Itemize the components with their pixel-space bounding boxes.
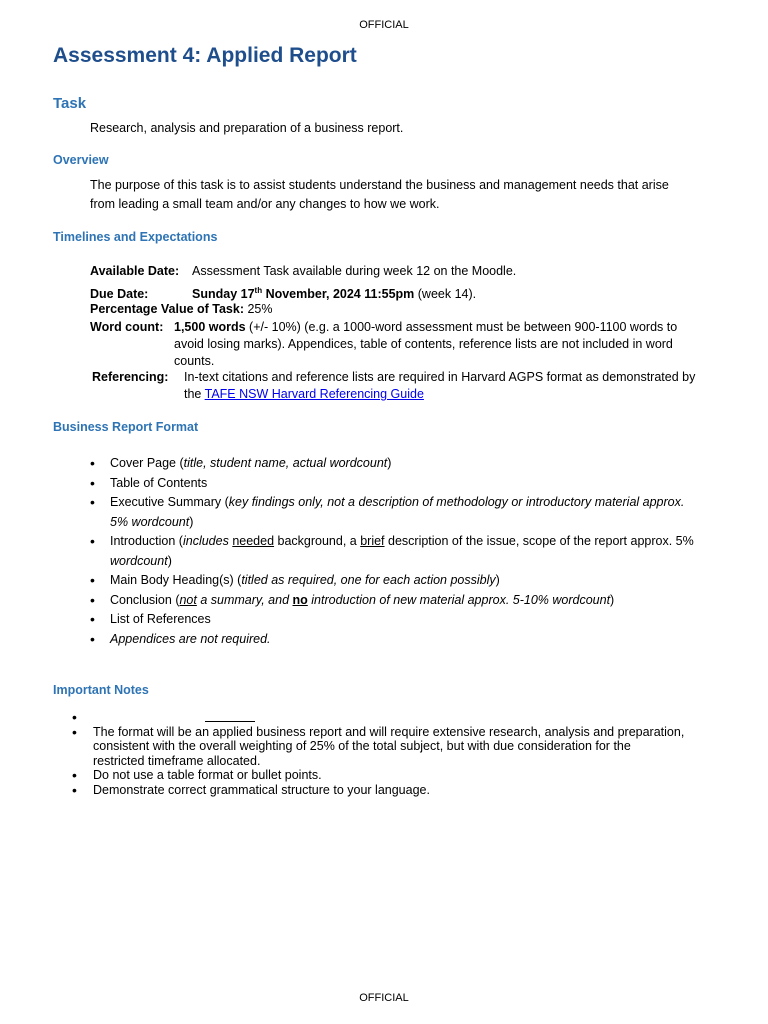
list-item: • Cover Page (title, student name, actual wordcount)	[90, 454, 730, 474]
timelines-heading: Timelines and Expectations	[53, 230, 218, 244]
harvard-guide-link[interactable]: TAFE NSW Harvard Referencing Guide	[204, 387, 424, 401]
due-date-label: Due Date:	[90, 287, 149, 302]
notes-list	[72, 710, 732, 797]
percentage-row	[90, 301, 730, 318]
format-list	[90, 454, 730, 649]
list-item: • Conclusion (not a summary, and no introduction of new material approx. 5-10% wordcount)	[90, 591, 730, 611]
task-text: Research, analysis and preparation of a business report.	[90, 121, 404, 135]
list-item: • The format will be an applied business report and will require extensive research, analysis and preparation, consistent with the overall weighting of 25% of the total subject, but with due consideration for the restricted timeframe allocated.	[72, 725, 732, 769]
overview-heading: Overview	[53, 153, 109, 167]
footer-classification: OFFICIAL	[359, 992, 409, 1004]
overview-line-1: The purpose of this task is to assist students understand the business and management needs that arise	[90, 178, 669, 192]
available-date-label: Available Date:	[90, 264, 180, 278]
due-date-row	[90, 282, 730, 303]
list-item: • Demonstrate correct grammatical structure to your language.	[72, 783, 732, 798]
percentage-value: 25%	[244, 302, 273, 316]
available-date-row	[90, 263, 730, 280]
list-item: • Introduction (includes needed background, a brief description of the issue, scope of the report approx. 5% wordcount)	[90, 532, 730, 571]
task-heading: Task	[53, 95, 87, 112]
page-title: Assessment 4: Applied Report	[53, 44, 357, 67]
list-item: • List of References	[90, 610, 730, 630]
word-count-label: Word count:	[90, 320, 164, 334]
overview-text	[90, 176, 720, 214]
blank-underline	[205, 721, 255, 722]
overview-line-2: from leading a small team and/or any changes to how we work.	[90, 197, 440, 211]
notes-heading: Important Notes	[53, 683, 149, 697]
list-item: • Main Body Heading(s) (titled as required, one for each action possibly)	[90, 571, 730, 591]
referencing-value: In-text citations and reference lists are required in Harvard AGPS format as demonstrated by the TAFE NSW Harvard Referencing Guide	[184, 370, 696, 401]
list-item: • Executive Summary (key findings only, not a description of methodology or introductory material approx. 5% wordcount)	[90, 493, 730, 532]
available-date-value: Assessment Task available during week 12 on the Moodle.	[192, 264, 517, 278]
due-date-value: Sunday 17th November, 2024 11:55pm	[192, 286, 415, 302]
due-date-week: (week 14).	[414, 287, 477, 302]
word-count-value: 1,500 words (+/- 10%) (e.g. a 1000-word assessment must be between 900-1100 words to avoid losing marks). Appendices, table of contents, reference lists are not included in word counts.	[174, 320, 678, 368]
list-item: • Table of Contents	[90, 474, 730, 494]
list-item: • Appendices are not required.	[90, 630, 730, 650]
list-item: • Do not use a table format or bullet points.	[72, 768, 732, 783]
header-classification: OFFICIAL	[359, 19, 409, 31]
percentage-label: Percentage Value of Task:	[90, 302, 244, 316]
format-heading: Business Report Format	[53, 420, 199, 434]
list-item	[72, 710, 732, 725]
referencing-label: Referencing:	[92, 370, 169, 384]
